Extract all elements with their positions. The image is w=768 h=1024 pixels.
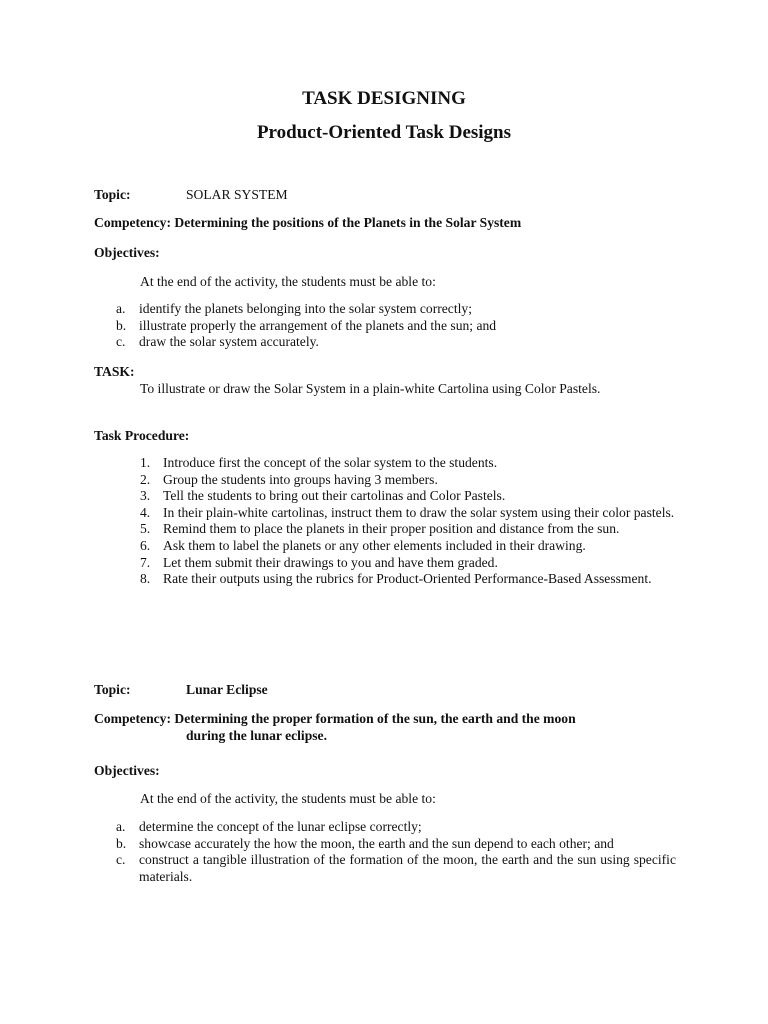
objectives-label: Objectives:: [94, 763, 160, 778]
competency-line-1: Competency: Determining the proper formation of the sun, the earth and the moon: [94, 711, 576, 726]
topic-label: Topic:: [94, 682, 131, 697]
procedure-label: Task Procedure:: [94, 428, 190, 443]
list-item: a. identify the planets belonging into the solar system correctly;: [116, 301, 472, 316]
task-label: TASK:: [94, 364, 135, 379]
list-item: a. determine the concept of the lunar eclipse correctly;: [116, 819, 422, 834]
document-title: TASK DESIGNING: [302, 88, 466, 109]
list-item: 4. In their plain-white cartolinas, instruct them to draw the solar system using their color pastels.: [140, 504, 675, 520]
list-item: b. illustrate properly the arrangement of the planets and the sun; and: [116, 317, 497, 333]
objectives-intro: At the end of the activity, the students must be able to:: [140, 274, 436, 289]
objectives-list: [116, 819, 676, 885]
list-item: c. construct a tangible illustration of the formation of the moon, the earth and the sun using specific materials.: [116, 852, 676, 884]
list-item: 3. Tell the students to bring out their cartolinas and Color Pastels.: [140, 488, 506, 504]
competency-text: Competency: Determining the positions of the Planets in the Solar System: [94, 215, 522, 230]
list-item: b. showcase accurately the how the moon, the earth and the sun depend to each other; and: [116, 835, 614, 851]
competency-line-2: during the lunar eclipse.: [186, 728, 327, 743]
topic-label: Topic:: [94, 187, 131, 202]
topic-value: SOLAR SYSTEM: [186, 187, 288, 202]
objectives-label: Objectives:: [94, 245, 160, 260]
list-item: 1. Introduce first the concept of the solar system to the students.: [140, 455, 498, 470]
document-subtitle: Product-Oriented Task Designs: [256, 122, 512, 143]
list-item: 7. Let them submit their drawings to you and have them graded.: [140, 554, 498, 570]
objectives-list: [116, 301, 676, 351]
list-item: 2. Group the students into groups having 3 members.: [140, 471, 438, 487]
list-item: 8. Rate their outputs using the rubrics for Product-Oriented Performance-Based Assessment.: [140, 571, 652, 587]
competency-block: [94, 710, 576, 744]
list-item: 6. Ask them to label the planets or any other elements included in their drawing.: [140, 537, 586, 553]
list-item: 5. Remind them to place the planets in their proper position and distance from the sun.: [140, 521, 620, 537]
topic-value: Lunar Eclipse: [186, 682, 268, 697]
task-text: To illustrate or draw the Solar System in a plain-white Cartolina using Color Pastels.: [140, 381, 601, 396]
list-item: c. draw the solar system accurately.: [116, 334, 319, 350]
procedure-list: [140, 455, 676, 588]
objectives-intro: At the end of the activity, the students must be able to:: [140, 791, 436, 806]
